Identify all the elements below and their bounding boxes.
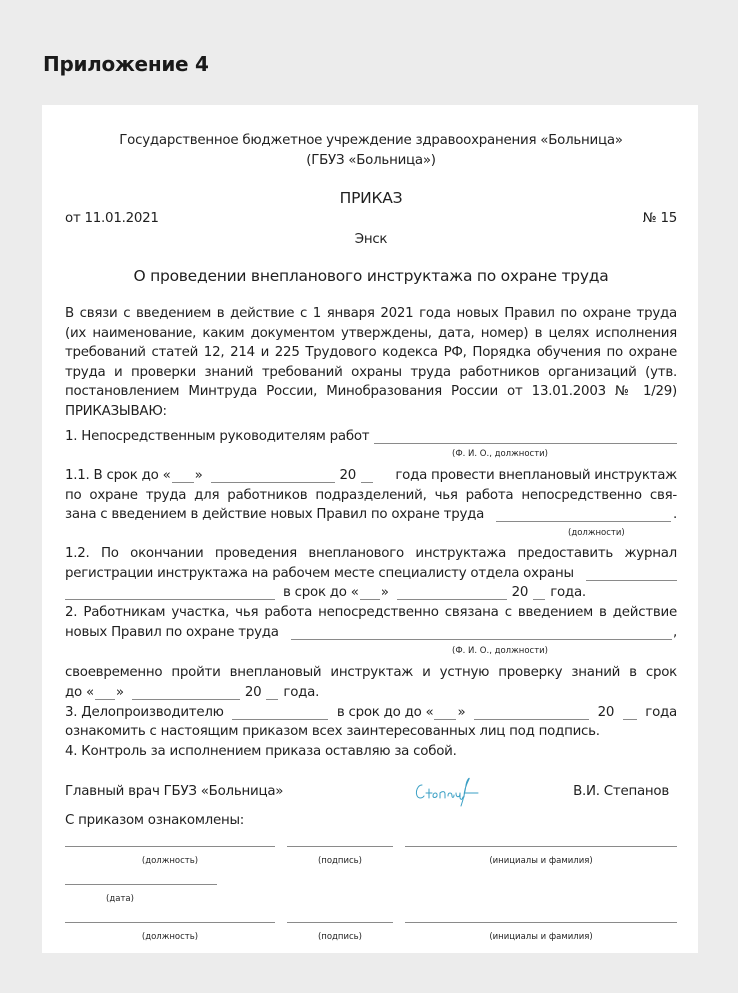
item-1-1-text-end: года провести внеплановый инструктаж bbox=[395, 468, 677, 483]
clerk-field[interactable] bbox=[232, 705, 328, 720]
month-field[interactable] bbox=[132, 685, 240, 700]
signature-label: (подпись) bbox=[317, 932, 363, 942]
name-label: (инициалы и фамилия) bbox=[489, 932, 593, 942]
specialist-field-cont[interactable] bbox=[65, 585, 275, 600]
day-field[interactable] bbox=[360, 585, 380, 600]
item-1-1-line-3 bbox=[65, 505, 677, 525]
item-1-text: 1. Непосредственным руководителям работ bbox=[65, 429, 370, 444]
item-1-1-line-1 bbox=[65, 466, 677, 486]
item-1-1-text-start: 1.1. В срок до « bbox=[65, 468, 171, 483]
item-3-line-2: ознакомить с настоящим приказом всех заинтересованных лиц под подпись. bbox=[65, 724, 600, 739]
signature-line-2[interactable] bbox=[287, 922, 393, 923]
signature-line-1[interactable] bbox=[287, 846, 393, 847]
name-line-2[interactable] bbox=[405, 922, 677, 923]
month-field[interactable] bbox=[211, 468, 335, 483]
item-1 bbox=[65, 427, 677, 447]
item-4: 4. Контроль за исполнением приказа оставляю за собой. bbox=[65, 744, 457, 759]
item-2-hint: (Ф. И. О., должности) bbox=[452, 646, 548, 656]
item-3-text: 3. Делопроизводителю bbox=[65, 705, 224, 720]
item-2-line-2 bbox=[65, 623, 677, 643]
item-3-end: года bbox=[645, 705, 677, 720]
specialist-field[interactable] bbox=[586, 566, 677, 581]
day-field[interactable] bbox=[95, 685, 115, 700]
item-1-2-line-1: 1.2. По окончании проведения внепланового инструктажа предоставить журнал bbox=[65, 546, 677, 561]
day-field[interactable] bbox=[172, 468, 194, 483]
signature-image bbox=[412, 775, 482, 809]
signature-label: (подпись) bbox=[317, 856, 363, 866]
item-3-line-1 bbox=[65, 703, 677, 723]
preamble bbox=[65, 304, 677, 422]
position-label: (должность) bbox=[141, 932, 199, 942]
organization-name: Государственное бюджетное учреждение здравоохранения «Больница» bbox=[119, 133, 623, 148]
year-prefix: 20 bbox=[244, 685, 262, 700]
year-field[interactable] bbox=[533, 585, 545, 600]
order-date: от 11.01.2021 bbox=[65, 211, 159, 226]
workers-field[interactable] bbox=[291, 625, 672, 640]
position-line-2[interactable] bbox=[65, 922, 275, 923]
preamble-line: В связи с введением в действие с 1 января 2021 года новых Правил по охране труда bbox=[65, 306, 677, 321]
date-line[interactable] bbox=[65, 884, 217, 885]
deadline-text: в срок до до « bbox=[336, 705, 434, 720]
document-type: ПРИКАЗ bbox=[339, 189, 403, 207]
item-1-1-line-2: по охране труда для работников подразделений, чья работа непосредственно свя- bbox=[65, 488, 677, 503]
day-field[interactable] bbox=[434, 705, 456, 720]
signatory-position: Главный врач ГБУЗ «Больница» bbox=[65, 784, 284, 799]
month-field[interactable] bbox=[397, 585, 507, 600]
preamble-line: (их наименование, каким документом утверждены, дата, номер) в целях исполнения bbox=[65, 325, 677, 341]
preamble-line: постановлением Минтруда России, Минобразования России от 13.01.2003 № 1/29) bbox=[65, 384, 677, 400]
item-2-line-1: 2. Работникам участка, чья работа непосредственно связана с введением в действие bbox=[65, 605, 677, 620]
item-1-name-field[interactable] bbox=[374, 429, 677, 444]
quote-close: » bbox=[380, 585, 389, 600]
year-prefix: 20 bbox=[339, 468, 357, 483]
item-1-2-line-2-text: регистрации инструктажа на рабочем месте специалисту отдела охраны bbox=[65, 566, 574, 581]
order-word: ПРИКАЗЫВАЮ: bbox=[65, 403, 167, 419]
comma: , bbox=[672, 625, 677, 640]
name-line-1[interactable] bbox=[405, 846, 677, 847]
deadline-text: в срок до « bbox=[283, 585, 359, 600]
year-prefix: 20 bbox=[511, 585, 529, 600]
item-1-1-hint: (должности) bbox=[568, 528, 625, 538]
quote-close: » bbox=[194, 468, 203, 483]
name-label: (инициалы и фамилия) bbox=[489, 856, 593, 866]
preamble-line: труда и проверки знаний требований охраны труда работников организаций (утв. bbox=[65, 364, 677, 380]
order-city: Энск bbox=[354, 232, 388, 247]
year-field[interactable] bbox=[623, 705, 637, 720]
item-3-date-group bbox=[337, 703, 466, 723]
position-line-1[interactable] bbox=[65, 846, 275, 847]
signatory-name: В.И. Степанов bbox=[573, 784, 669, 799]
item-1-2-end: года. bbox=[550, 585, 586, 600]
deadline-text: до « bbox=[65, 685, 94, 700]
organization-short-name: (ГБУЗ «Больница») bbox=[306, 153, 436, 168]
item-1-2-line-3 bbox=[65, 583, 677, 603]
year-prefix: 20 bbox=[597, 705, 615, 720]
item-2-end: года. bbox=[283, 685, 320, 700]
quote-close: » bbox=[457, 705, 466, 720]
position-label: (должность) bbox=[141, 856, 199, 866]
appendix-title: Приложение 4 bbox=[43, 52, 209, 76]
item-2-line-3: своевременно пройти внеплановый инструктаж и устную проверку знаний в срок bbox=[65, 665, 677, 680]
item-2-line-2-text: новых Правил по охране труда bbox=[65, 625, 279, 640]
organization-header bbox=[65, 131, 677, 171]
order-document bbox=[42, 105, 698, 953]
item-1-1-date-group bbox=[65, 466, 378, 486]
date-label: (дата) bbox=[106, 894, 134, 904]
quote-close: » bbox=[115, 685, 124, 700]
item-2-line-4 bbox=[65, 683, 677, 703]
preamble-line: требований статей 12, 214 и 225 Трудового кодекса РФ, Порядка обучения по охране bbox=[65, 345, 677, 361]
year-field[interactable] bbox=[266, 685, 278, 700]
year-field[interactable] bbox=[361, 468, 373, 483]
item-1-1-line-3-text: зана с введением в действие новых Правил по охране труда bbox=[65, 507, 485, 522]
item-1-hint: (Ф. И. О., должности) bbox=[452, 449, 548, 459]
order-subject: О проведении внепланового инструктажа по охране труда bbox=[133, 267, 609, 285]
acquainted-title: С приказом ознакомлены: bbox=[65, 813, 245, 828]
order-number: № 15 bbox=[642, 211, 677, 226]
item-1-2-line-2 bbox=[65, 564, 677, 584]
period: . bbox=[672, 507, 677, 522]
month-field[interactable] bbox=[474, 705, 589, 720]
positions-field[interactable] bbox=[496, 507, 671, 522]
